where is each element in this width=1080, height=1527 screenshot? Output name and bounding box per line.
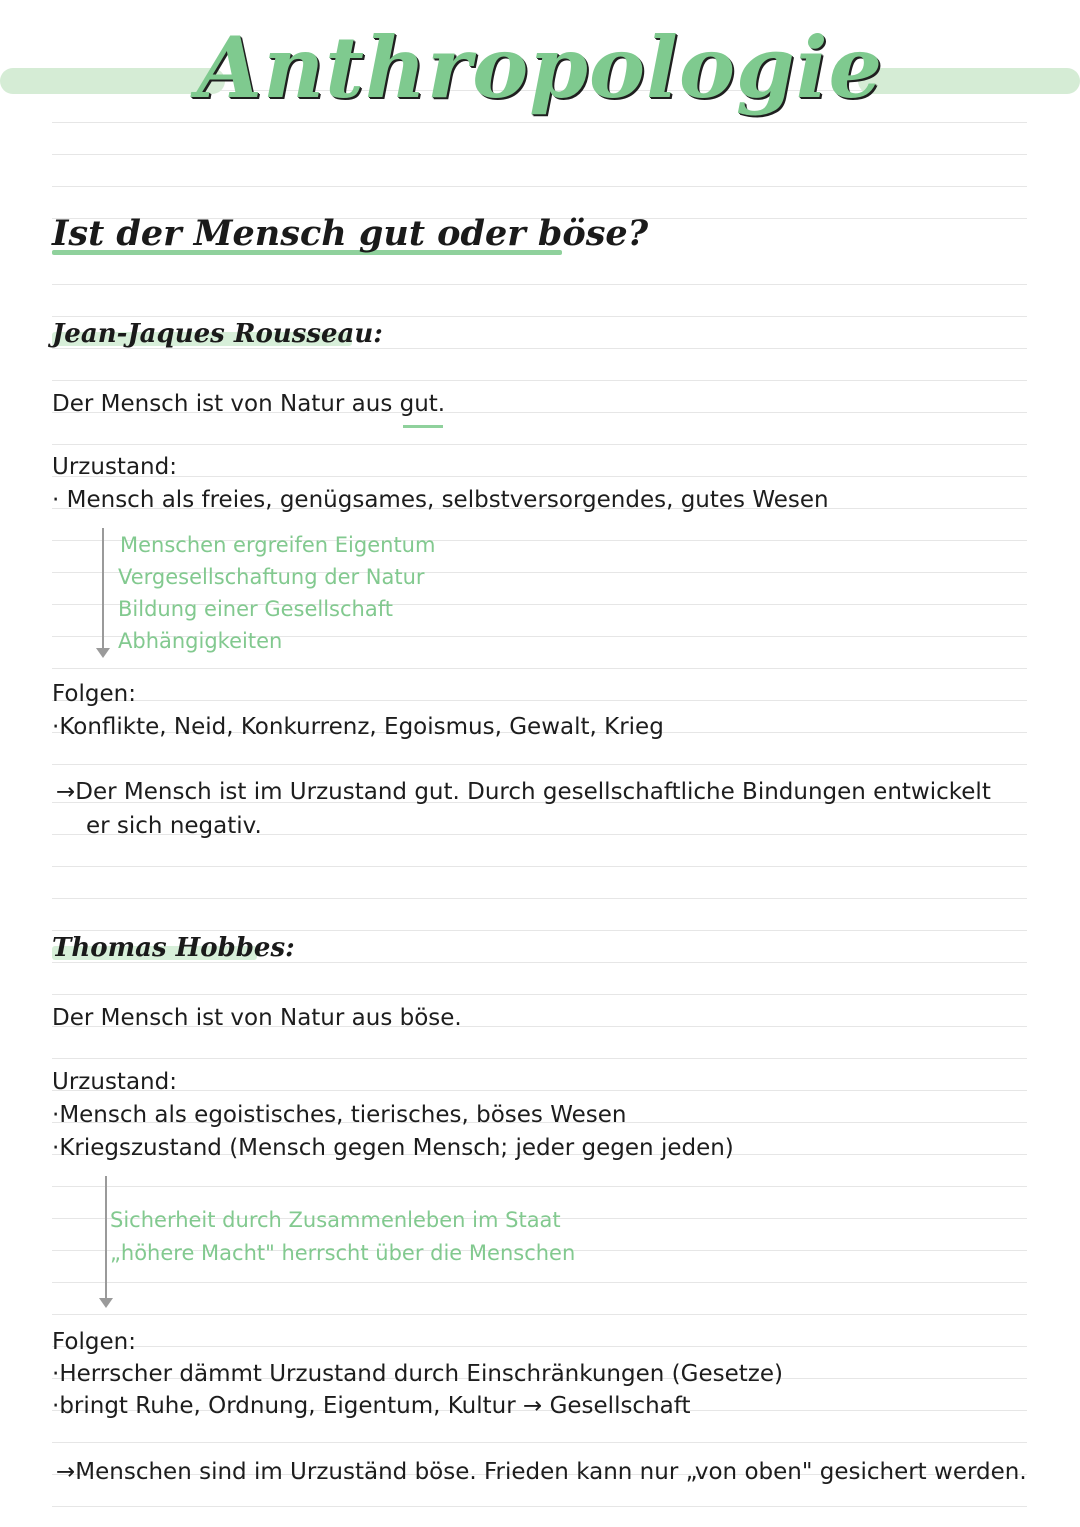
rousseau-process-item: Bildung einer Gesellschaft — [118, 597, 393, 621]
rousseau-process-item: Vergesellschaftung der Natur — [118, 565, 425, 589]
rousseau-heading: Jean-Jaques Rousseau: — [52, 319, 383, 349]
hobbes-conclusion: →Menschen sind im Urzuständ böse. Frieden kann nur „von oben" gesichert werden. — [56, 1459, 1027, 1485]
page-title: Anthropologie — [196, 18, 884, 117]
rule-line — [52, 122, 1027, 123]
rule-line — [52, 866, 1027, 867]
rousseau-thesis: Der Mensch ist von Natur aus gut. — [52, 391, 446, 417]
rule-line — [52, 1186, 1027, 1187]
rule-line — [52, 154, 1027, 155]
gut-underline — [403, 425, 443, 428]
hobbes-folgen-label: Folgen: — [52, 1329, 136, 1355]
rule-line — [52, 186, 1027, 187]
hobbes-urzustand-label: Urzustand: — [52, 1069, 177, 1095]
rule-line — [52, 1282, 1027, 1283]
main-question: Ist der Mensch gut oder böse? — [52, 213, 649, 254]
arrow-down-icon — [99, 1298, 113, 1308]
rousseau-urzustand-label: Urzustand: — [52, 454, 177, 480]
arrow-down-icon — [96, 648, 110, 658]
rule-line — [52, 1506, 1027, 1507]
hobbes-heading: Thomas Hobbes: — [52, 933, 295, 963]
rule-line — [52, 700, 1027, 701]
rule-line — [52, 444, 1027, 445]
rule-line — [52, 1442, 1027, 1443]
rule-line — [52, 898, 1027, 899]
hobbes-folgen-item: ·Herrscher dämmt Urzustand durch Einschränkungen (Gesetze) — [52, 1361, 783, 1387]
hobbes-urzustand-item: ·Kriegszustand (Mensch gegen Mensch; jeder gegen jeden) — [52, 1135, 734, 1161]
rousseau-urzustand-item: · Mensch als freies, genügsames, selbstversorgendes, gutes Wesen — [52, 487, 829, 513]
rousseau-process-item: Menschen ergreifen Eigentum — [120, 533, 436, 557]
hobbes-urzustand-item: ·Mensch als egoistisches, tierisches, böses Wesen — [52, 1102, 627, 1128]
hobbes-folgen-item: ·bringt Ruhe, Ordnung, Eigentum, Kultur → Gesellschaft — [52, 1393, 691, 1419]
hobbes-process-item: „höhere Macht" herrscht über die Menschen — [110, 1241, 576, 1265]
hobbes-thesis: Der Mensch ist von Natur aus böse. — [52, 1005, 462, 1031]
rule-line — [52, 994, 1027, 995]
arrow-line — [102, 528, 104, 650]
rule-line — [52, 476, 1027, 477]
rule-line — [52, 668, 1027, 669]
rousseau-folgen-label: Folgen: — [52, 681, 136, 707]
rule-line — [52, 284, 1027, 285]
hobbes-process-item: Sicherheit durch Zusammenleben im Staat — [110, 1208, 561, 1232]
rule-line — [52, 1314, 1027, 1315]
rousseau-conclusion: →Der Mensch ist im Urzustand gut. Durch gesellschaftliche Bindungen entwickelt — [56, 779, 991, 805]
rule-line — [52, 1058, 1027, 1059]
rule-line — [52, 764, 1027, 765]
rousseau-process-item: Abhängigkeiten — [118, 629, 283, 653]
arrow-line — [105, 1176, 107, 1300]
rule-line — [52, 380, 1027, 381]
rule-line — [52, 1090, 1027, 1091]
rousseau-conclusion: er sich negativ. — [86, 813, 262, 839]
rousseau-folgen-item: ·Konflikte, Neid, Konkurrenz, Egoismus, Gewalt, Krieg — [52, 714, 664, 740]
rule-line — [52, 1346, 1027, 1347]
